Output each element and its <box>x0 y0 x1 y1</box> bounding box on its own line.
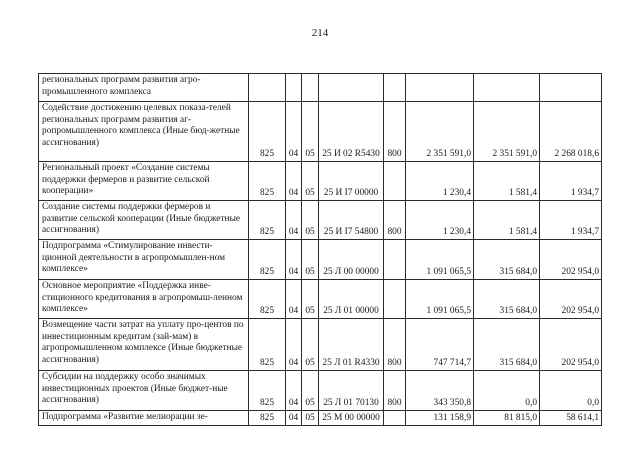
table-row <box>39 201 602 240</box>
row-name: Создание системы поддержки фермеров и развитие сельской кооперации (Иные бюджетные ассигнования) <box>39 201 249 240</box>
ministry-code: 825 <box>249 411 286 426</box>
amount-year-2: 1 581,4 <box>474 162 540 201</box>
amount-year-1: 2 351 591,0 <box>406 102 474 162</box>
section-code: 04 <box>286 162 302 201</box>
row-name: Субсидии на поддержку особо значимых инвестиционных проектов (Иные бюджет-ные ассигнования) <box>39 371 249 411</box>
row-name: Основное мероприятие «Поддержка инве-стиционного кредитования в агропромыш-ленном комплексе» <box>39 280 249 319</box>
section-code: 04 <box>286 102 302 162</box>
expense-type-code <box>384 240 406 280</box>
target-article-code: 25 Л 00 00000 <box>319 240 384 280</box>
ministry-code: 825 <box>249 102 286 162</box>
amount-year-2: 1 581,4 <box>474 201 540 240</box>
ministry-code <box>249 74 286 102</box>
row-name: Подпрограмма «Стимулирование инвести-ционной деятельности в агропромышлен-ном комплексе» <box>39 240 249 280</box>
ministry-code: 825 <box>249 319 286 371</box>
row-name: Содействие достижению целевых показа-телей региональных программ развития аг-ропромышленного комплекса (Иные бюд-жетные ассигнования) <box>39 102 249 162</box>
amount-year-2 <box>474 74 540 102</box>
expense-type-code: 800 <box>384 371 406 411</box>
table-row <box>39 280 602 319</box>
row-name: Подпрограмма «Развитие мелиорации зе- <box>39 411 249 426</box>
subsection-code: 05 <box>302 371 319 411</box>
subsection-code: 05 <box>302 411 319 426</box>
subsection-code: 05 <box>302 240 319 280</box>
ministry-code: 825 <box>249 162 286 201</box>
row-name: региональных программ развития агро-промышленного комплекса <box>39 74 249 102</box>
row-name: Региональный проект «Создание системы поддержки фермеров и развитие сельской кооперации» <box>39 162 249 201</box>
amount-year-2: 81 815,0 <box>474 411 540 426</box>
ministry-code: 825 <box>249 201 286 240</box>
ministry-code: 825 <box>249 240 286 280</box>
amount-year-3: 202 954,0 <box>540 319 602 371</box>
ministry-code: 825 <box>249 280 286 319</box>
table-body <box>39 74 602 426</box>
table-row <box>39 319 602 371</box>
amount-year-3: 0,0 <box>540 371 602 411</box>
subsection-code: 05 <box>302 162 319 201</box>
amount-year-1: 747 714,7 <box>406 319 474 371</box>
subsection-code: 05 <box>302 319 319 371</box>
amount-year-1: 131 158,9 <box>406 411 474 426</box>
expense-type-code <box>384 162 406 201</box>
subsection-code <box>302 74 319 102</box>
ministry-code: 825 <box>249 371 286 411</box>
amount-year-1: 1 091 065,5 <box>406 280 474 319</box>
amount-year-3: 202 954,0 <box>540 240 602 280</box>
expense-type-code: 800 <box>384 102 406 162</box>
subsection-code: 05 <box>302 201 319 240</box>
target-article-code: 25 И I7 54800 <box>319 201 384 240</box>
expense-type-code: 800 <box>384 319 406 371</box>
target-article-code: 25 Л 01 70130 <box>319 371 384 411</box>
table-row <box>39 102 602 162</box>
table-row <box>39 371 602 411</box>
subsection-code: 05 <box>302 102 319 162</box>
amount-year-1: 343 350,8 <box>406 371 474 411</box>
amount-year-3: 1 934,7 <box>540 201 602 240</box>
amount-year-3: 2 268 018,6 <box>540 102 602 162</box>
target-article-code: 25 И 02 R5430 <box>319 102 384 162</box>
section-code: 04 <box>286 280 302 319</box>
amount-year-3 <box>540 74 602 102</box>
amount-year-2: 0,0 <box>474 371 540 411</box>
amount-year-1 <box>406 74 474 102</box>
amount-year-2: 2 351 591,0 <box>474 102 540 162</box>
section-code: 04 <box>286 240 302 280</box>
section-code <box>286 74 302 102</box>
amount-year-2: 315 684,0 <box>474 319 540 371</box>
amount-year-2: 315 684,0 <box>474 240 540 280</box>
target-article-code: 25 И I7 00000 <box>319 162 384 201</box>
table-row <box>39 74 602 102</box>
amount-year-1: 1 230,4 <box>406 201 474 240</box>
amount-year-3: 58 614,1 <box>540 411 602 426</box>
expense-type-code: 800 <box>384 201 406 240</box>
amount-year-2: 315 684,0 <box>474 280 540 319</box>
amount-year-3: 202 954,0 <box>540 280 602 319</box>
amount-year-1: 1 091 065,5 <box>406 240 474 280</box>
row-name: Возмещение части затрат на уплату про-центов по инвестиционным кредитам (зай-мам) в агропромышленном комплексе (Иные бюджетные ассигнования) <box>39 319 249 371</box>
expense-type-code <box>384 74 406 102</box>
section-code: 04 <box>286 319 302 371</box>
section-code: 04 <box>286 371 302 411</box>
expense-type-code <box>384 411 406 426</box>
amount-year-3: 1 934,7 <box>540 162 602 201</box>
target-article-code: 25 М 00 00000 <box>319 411 384 426</box>
section-code: 04 <box>286 411 302 426</box>
table-row <box>39 162 602 201</box>
amount-year-1: 1 230,4 <box>406 162 474 201</box>
target-article-code: 25 Л 01 00000 <box>319 280 384 319</box>
section-code: 04 <box>286 201 302 240</box>
table-row <box>39 411 602 426</box>
expense-type-code <box>384 280 406 319</box>
budget-table <box>38 73 602 426</box>
subsection-code: 05 <box>302 280 319 319</box>
target-article-code <box>319 74 384 102</box>
page-number: 214 <box>311 27 329 39</box>
table-row <box>39 240 602 280</box>
target-article-code: 25 Л 01 R4330 <box>319 319 384 371</box>
